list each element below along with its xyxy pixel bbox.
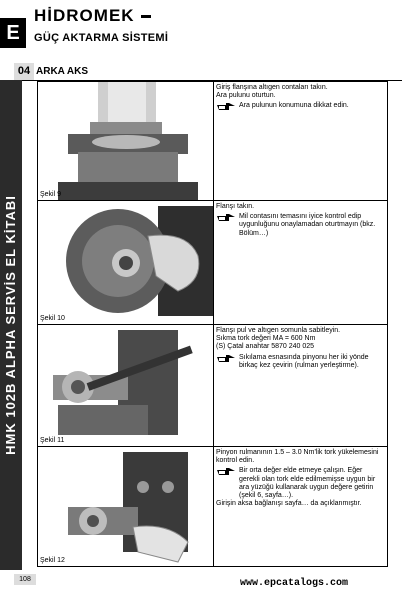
- figure-caption: Şekil 10: [40, 315, 65, 322]
- section-number: 04: [14, 63, 34, 80]
- procedure-table: [37, 81, 388, 567]
- procedure-row: [38, 82, 387, 201]
- pointing-hand-icon: [216, 354, 236, 364]
- step-line: Flanşı pul ve altıgen somunla sabitleyin.: [216, 327, 341, 334]
- step-text: [216, 203, 384, 238]
- procedure-row: [38, 325, 387, 447]
- figure-caption: Şekil 9: [40, 191, 62, 198]
- note-text: Mil contasını temasını iyice kontrol edip uygunluğunu onaylamadan oturtmayın (bkz. Bölüm…): [239, 213, 376, 237]
- pointing-hand-icon: [216, 102, 236, 112]
- page-number: 108: [14, 574, 36, 585]
- note: [216, 102, 384, 112]
- procedure-row: [38, 447, 387, 566]
- step-line: (S) Çatal anahtar 5870 240 025: [216, 343, 315, 351]
- figure-cell: [38, 201, 214, 324]
- procedure-row: [38, 201, 387, 325]
- step-line: Giriş flanşına altıgen contaları takın.: [216, 84, 328, 91]
- figure-caption: Şekil 11: [40, 437, 65, 444]
- figure-photo-10: [38, 201, 213, 324]
- figure-cell: [38, 82, 214, 200]
- figure-cell: [38, 447, 214, 566]
- section-letter-badge: E: [0, 18, 26, 48]
- section-heading: [14, 63, 402, 80]
- step-line: Ara pulunu oturtun.: [216, 92, 276, 100]
- step-text: [216, 449, 384, 508]
- figure-photo-12: [38, 447, 213, 566]
- note: [216, 213, 384, 238]
- step-line: Sıkma tork değeri MA = 600 Nm: [216, 335, 316, 343]
- figure-caption: Şekil 12: [40, 557, 65, 564]
- brand-name: HİDROMEK: [34, 6, 135, 25]
- pointing-hand-icon: [216, 213, 236, 223]
- page-header: [0, 0, 420, 58]
- step-line: Girişin aksa bağlanışı sayfa… da açıklanmıştır.: [216, 500, 362, 508]
- section-label: ARKA AKS: [36, 66, 89, 77]
- page-title: GÜÇ AKTARMA SİSTEMİ: [34, 32, 169, 44]
- note: [216, 354, 384, 370]
- note-text: Ara pulunun konumuna dikkat edin.: [239, 102, 349, 110]
- manual-title-vertical: HMK 102B ALPHA SERVİS EL KİTABI: [3, 195, 18, 455]
- step-line: Pinyon rulmanının 1.5 – 3.0 Nm'lik tork yükelemesini kontrol edin.: [216, 449, 379, 465]
- pointing-hand-icon: [216, 467, 236, 477]
- manual-sidebar: [0, 80, 22, 570]
- note: [216, 467, 384, 500]
- step-text: [216, 84, 384, 112]
- brand-logo: [34, 6, 152, 26]
- figure-photo-11: [38, 325, 213, 446]
- figure-cell: [38, 325, 214, 446]
- step-line: Flanşı takın.: [216, 203, 255, 210]
- note-text: Bir orta değer elde etmeye çalışın. Eğer gerekli olan tork elde edilmemişse uygun bir ara yüzüğü kullanarak uygun değere getirin (şekil 6, sayfa…).: [239, 467, 376, 500]
- logo-bar-icon: [141, 15, 151, 18]
- figure-photo-9: [38, 82, 213, 200]
- watermark-url: www.epcatalogs.com: [240, 578, 349, 589]
- step-text: [216, 327, 384, 370]
- note-text: Sıkılama esnasında pinyonu her iki yönde birkaç kez çevirin (rulman yerleştirme).: [239, 353, 369, 369]
